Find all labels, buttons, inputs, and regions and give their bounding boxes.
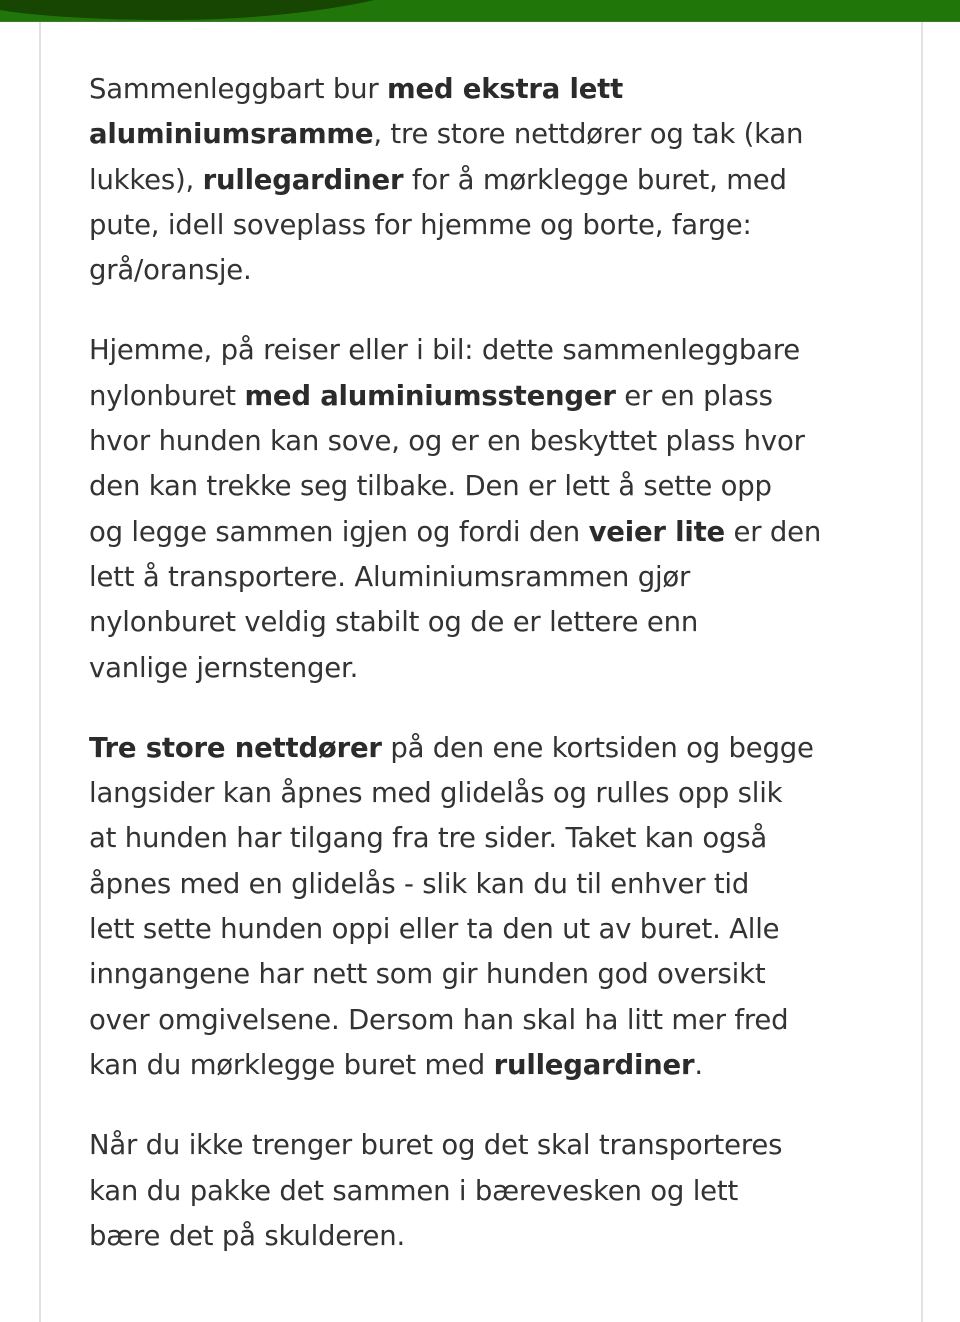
text-segment: kan du mørklegge buret med [89,1048,494,1081]
text-segment: vanlige jernstenger. [89,651,359,684]
text-line [89,907,889,952]
text-segment: er en plass [615,379,773,412]
text-line [89,646,889,691]
text-line [89,248,889,293]
bold-text: rullegardiner [493,1048,695,1081]
text-line [89,112,889,157]
text-segment: grå/oransje. [89,254,252,287]
bold-text: aluminiumsramme [89,118,374,151]
text-line [89,862,889,907]
text-line [89,1214,889,1259]
text-segment: åpnes med en glidelås - slik kan du til enhver tid [89,867,750,900]
text-segment: nylonburet veldig stabilt og de er lettere enn [89,606,699,639]
text-segment: for å mørklegge buret, med [403,163,787,196]
text-line [89,816,889,861]
text-segment: lett å transportere. Aluminiumsrammen gjør [89,560,691,593]
bold-text: Tre store nettdører [89,731,382,764]
text-line [89,464,889,509]
text-segment: er den [725,515,822,548]
text-segment: , tre store nettdører og tak (kan [373,118,804,151]
description-paragraph [89,726,889,1088]
text-segment: kan du pakke det sammen i bærevesken og lett [89,1174,739,1207]
text-line [89,328,889,373]
description-paragraph [89,328,889,690]
text-line [89,726,889,771]
text-segment: den kan trekke seg tilbake. Den er lett å sette opp [89,470,772,503]
text-line [89,952,889,997]
text-line [89,158,889,203]
text-segment: bære det på skulderen. [89,1219,406,1252]
text-segment: langsider kan åpnes med glidelås og rulles opp slik [89,777,783,810]
bold-text: med aluminiumsstenger [244,379,616,412]
text-segment: . [694,1048,703,1081]
text-segment: Sammenleggbart bur [89,73,387,105]
text-line [89,374,889,419]
text-segment: lett sette hunden oppi eller ta den ut av buret. Alle [89,913,780,946]
bold-text: veier lite [588,515,726,548]
text-line [89,67,889,112]
text-segment: lukkes), [89,163,203,196]
site-header-bar [0,0,960,22]
text-segment: pute, idell soveplass for hjemme og borte, farge: [89,208,752,241]
text-line [89,555,889,600]
text-line [89,600,889,645]
text-line [89,771,889,816]
text-segment: inngangene har nett som gir hunden god oversikt [89,958,766,991]
header-curve-decoration [0,0,480,20]
text-line [89,419,889,464]
text-segment: og legge sammen igjen og fordi den [89,515,589,548]
text-segment: Når du ikke trenger buret og det skal transporteres [89,1129,783,1162]
text-line [89,1123,889,1168]
text-line [89,1043,889,1088]
text-segment: over omgivelsene. Dersom han skal ha litt mer fred [89,1003,789,1036]
description-paragraph [89,67,889,293]
text-segment: Hjemme, på reiser eller i bil: dette sammenleggbare [89,334,801,367]
bold-text: rullegardiner [202,163,404,196]
text-line [89,998,889,1043]
text-segment: nylonburet [89,379,245,412]
text-segment: på den ene kortsiden og begge [381,731,814,764]
text-segment: hvor hunden kan sove, og er en beskyttet plass hvor [89,425,805,458]
text-segment: at hunden har tilgang fra tre sider. Taket kan også [89,822,768,855]
bold-text: med ekstra lett [386,73,624,105]
product-description [89,67,889,1294]
text-line [89,203,889,248]
description-paragraph [89,1123,889,1259]
text-line [89,510,889,555]
text-line [89,1169,889,1214]
